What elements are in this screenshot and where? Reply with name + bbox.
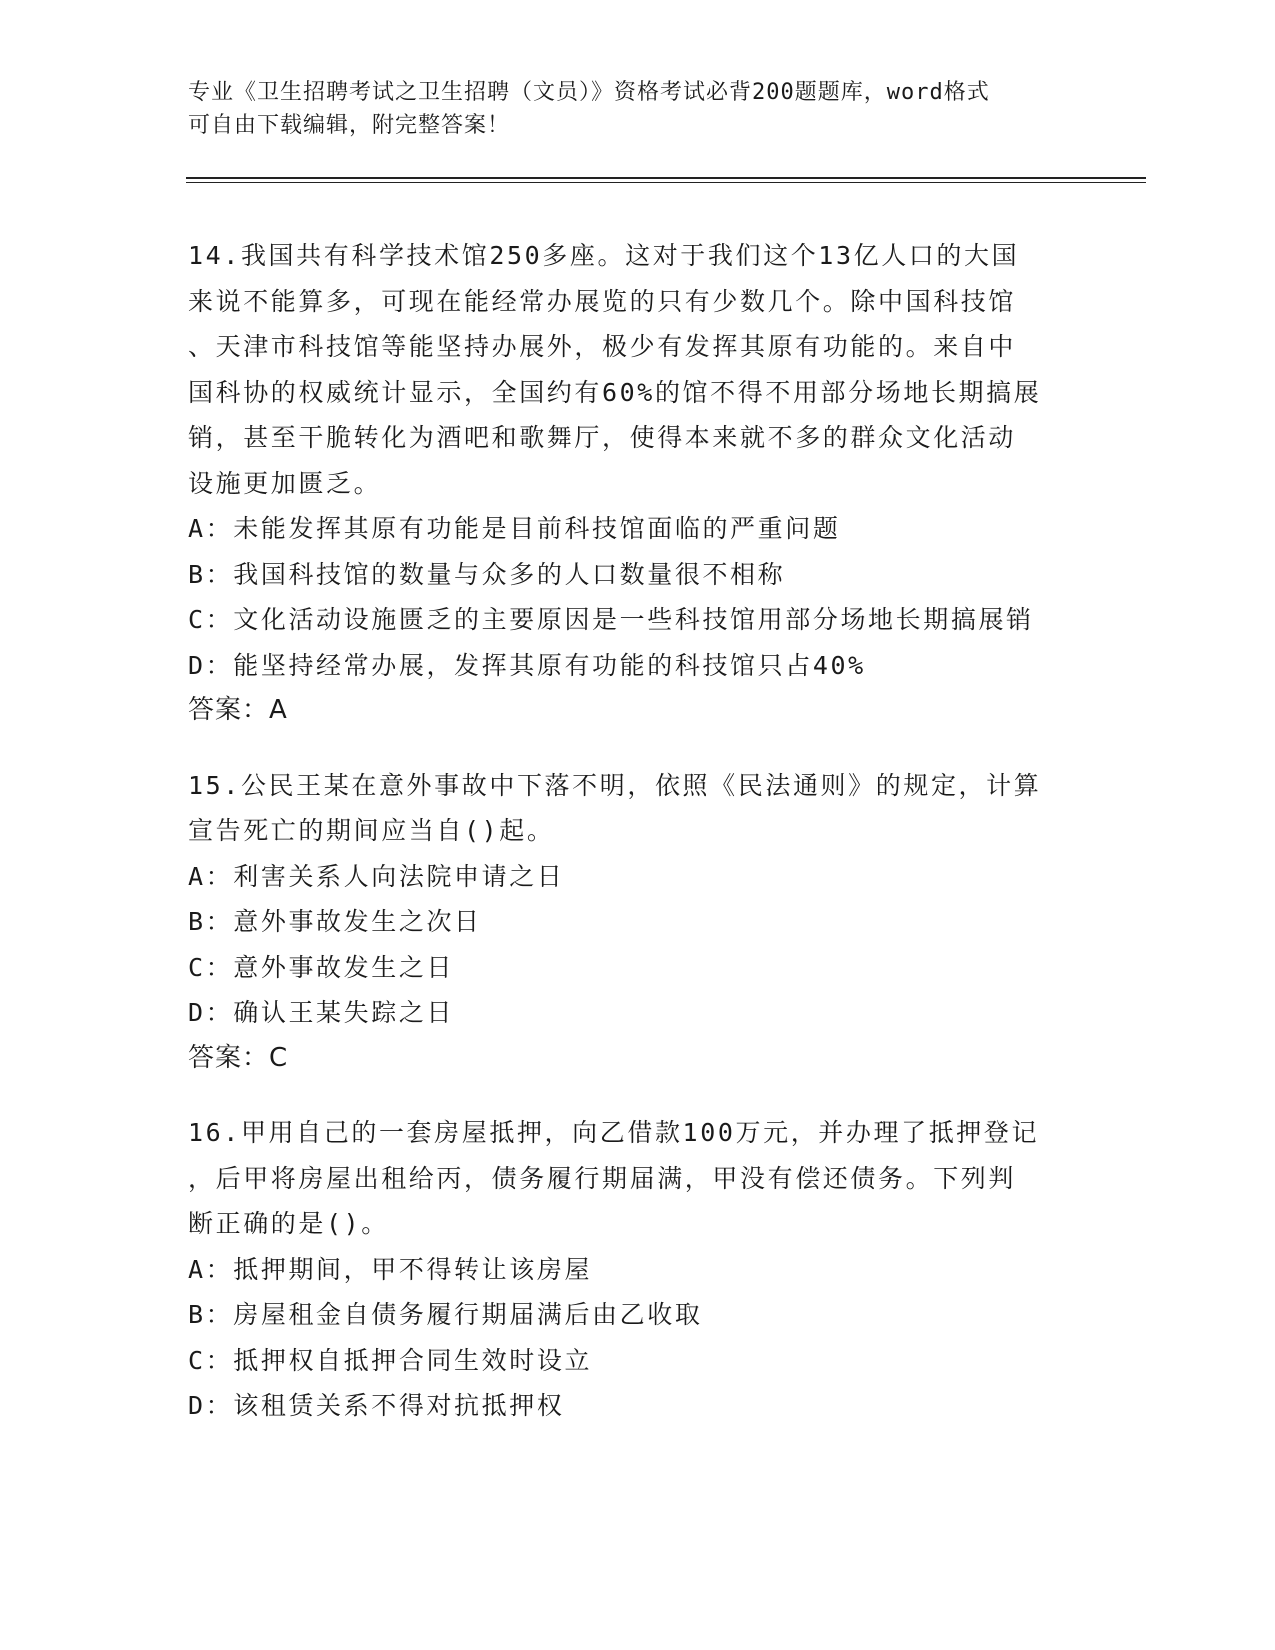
option-c: C：文化活动设施匮乏的主要原因是一些科技馆用部分场地长期搞展销 bbox=[188, 605, 1034, 634]
option-d: D：能坚持经常办展，发挥其原有功能的科技馆只占40% bbox=[188, 650, 866, 680]
stem-line: 设施更加匮乏。 bbox=[188, 468, 382, 498]
header-note bbox=[188, 76, 1068, 142]
question-stem bbox=[188, 763, 1088, 854]
option-d: D：确认王某失踪之日 bbox=[188, 998, 455, 1027]
option-b: B：房屋租金自债务履行期届满后由乙收取 bbox=[188, 1300, 703, 1329]
question-16 bbox=[188, 1110, 1088, 1429]
stem-line: 宣告死亡的期间应当自()起。 bbox=[188, 816, 555, 845]
stem-line: 16.甲用自己的一套房屋抵押，向乙借款100万元，并办理了抵押登记 bbox=[188, 1118, 1040, 1147]
question-14 bbox=[188, 233, 1088, 734]
header-line-2: 可自由下载编辑，附完整答案！ bbox=[188, 113, 511, 138]
stem-line: 销，甚至干脆转化为酒吧和歌舞厅，使得本来就不多的群众文化活动 bbox=[188, 423, 1017, 452]
stem-line: 15.公民王某在意外事故中下落不明，依照《民法通则》的规定，计算 bbox=[188, 770, 1042, 800]
option-d: D：该租赁关系不得对抗抵押权 bbox=[188, 1391, 565, 1420]
option-c: C：意外事故发生之日 bbox=[188, 952, 455, 982]
answer-line: 答案：A bbox=[188, 695, 288, 725]
header-divider-thick bbox=[186, 177, 1146, 179]
question-15 bbox=[188, 763, 1088, 1082]
option-c: C：抵押权自抵押合同生效时设立 bbox=[188, 1345, 593, 1375]
header-line-1: 专业《卫生招聘考试之卫生招聘（文员）》资格考试必背200题题库，word格式 bbox=[188, 80, 990, 105]
stem-line: 断正确的是()。 bbox=[188, 1209, 389, 1238]
option-b: B：我国科技馆的数量与众多的人口数量很不相称 bbox=[188, 559, 786, 589]
stem-line: 国科协的权威统计显示，全国约有60%的馆不得不用部分场地长期搞展 bbox=[188, 377, 1042, 407]
option-b: B：意外事故发生之次日 bbox=[188, 907, 482, 936]
option-a: A：抵押期间，甲不得转让该房屋 bbox=[188, 1254, 593, 1284]
stem-line: 来说不能算多，可现在能经常办展览的只有少数几个。除中国科技馆 bbox=[188, 286, 1017, 316]
option-a: A：未能发挥其原有功能是目前科技馆面临的严重问题 bbox=[188, 514, 841, 543]
question-stem bbox=[188, 233, 1088, 506]
stem-line: ，后甲将房屋出租给丙，债务履行期届满，甲没有偿还债务。下列判 bbox=[188, 1163, 1017, 1193]
answer-line: 答案：C bbox=[188, 1042, 289, 1073]
header-divider-thin bbox=[186, 182, 1146, 183]
question-list bbox=[188, 233, 1088, 1458]
option-a: A：利害关系人向法院申请之日 bbox=[188, 861, 565, 891]
question-stem bbox=[188, 1110, 1088, 1247]
stem-line: 、天津市科技馆等能坚持办展外，极少有发挥其原有功能的。来自中 bbox=[188, 332, 1017, 361]
stem-line: 14.我国共有科学技术馆250多座。这对于我们这个13亿人口的大国 bbox=[188, 241, 1020, 270]
